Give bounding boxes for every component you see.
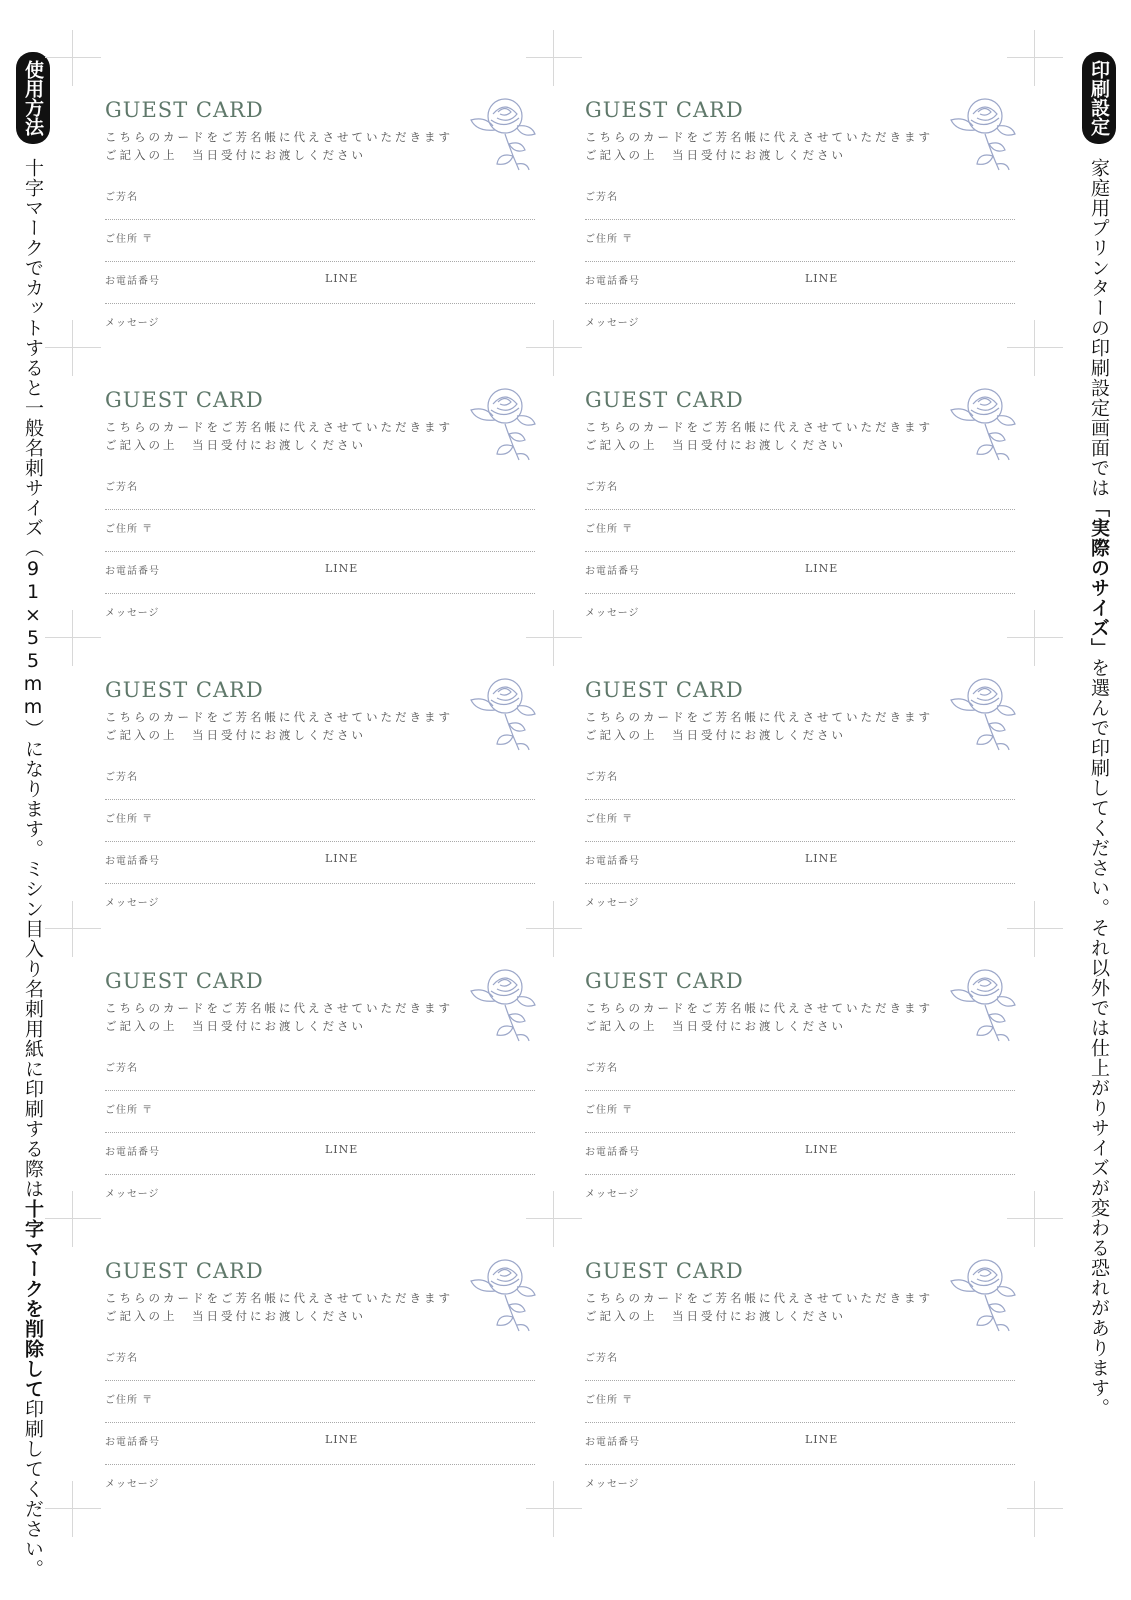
line-label: LINE: [325, 272, 359, 285]
usage-text: [22, 158, 44, 1579]
message-label: メッセージ: [585, 318, 640, 329]
usage-tag: 使用方法: [16, 52, 50, 144]
crop-mark: [1007, 30, 1063, 86]
line-label: LINE: [325, 1143, 359, 1156]
name-label: ご芳名: [105, 192, 138, 203]
address-field: [585, 1389, 1015, 1423]
phone-field: [105, 1431, 535, 1465]
phone-field: [105, 850, 535, 884]
address-label: ご住所 〒: [585, 1105, 634, 1116]
address-label: ご住所 〒: [585, 234, 634, 245]
address-label: ご住所 〒: [585, 814, 634, 825]
rose-icon: [465, 961, 537, 1045]
address-label: ご住所 〒: [105, 1395, 154, 1406]
address-label: ご住所 〒: [105, 234, 154, 245]
name-label: ご芳名: [585, 772, 618, 783]
guest-card: [75, 638, 515, 909]
phone-label: お電話番号: [585, 1147, 640, 1158]
card-subtitle: こちらのカードをご芳名帳に代えさせていただきます ご記入の上 当日受付にお渡しください: [105, 710, 453, 742]
card-subtitle: こちらのカードをご芳名帳に代えさせていただきます ご記入の上 当日受付にお渡しください: [585, 710, 933, 742]
phone-label: お電話番号: [105, 276, 160, 287]
name-label: ご芳名: [105, 772, 138, 783]
guest-card: [75, 929, 515, 1200]
card-title: GUEST CARD: [105, 1259, 264, 1283]
address-label: ご住所 〒: [585, 524, 634, 535]
line-label: LINE: [805, 1433, 839, 1446]
name-label: ご芳名: [105, 482, 138, 493]
phone-label: お電話番号: [105, 856, 160, 867]
message-field: [585, 892, 1015, 926]
rose-icon: [945, 1251, 1017, 1335]
name-field: [585, 1057, 1015, 1091]
name-label: ご芳名: [105, 1353, 138, 1364]
card-title: GUEST CARD: [105, 969, 264, 993]
address-field: [585, 1099, 1015, 1133]
message-label: メッセージ: [585, 1189, 640, 1200]
message-label: メッセージ: [105, 1189, 160, 1200]
guest-card: [75, 1219, 515, 1490]
name-label: ご芳名: [585, 1353, 618, 1364]
phone-field: [105, 1141, 535, 1175]
print-settings-text-2: を選んで印刷してください。それ以外では仕上がりサイズが変わる恐れがあります。: [1088, 658, 1110, 1418]
card-subtitle: こちらのカードをご芳名帳に代えさせていただきます ご記入の上 当日受付にお渡しください: [585, 130, 933, 162]
message-label: メッセージ: [585, 898, 640, 909]
address-field: [585, 518, 1015, 552]
crop-mark: [1007, 1191, 1063, 1247]
phone-field: [105, 270, 535, 304]
line-label: LINE: [805, 852, 839, 865]
message-field: [585, 1473, 1015, 1507]
rose-icon: [945, 670, 1017, 754]
message-label: メッセージ: [585, 608, 640, 619]
address-label: ご住所 〒: [105, 814, 154, 825]
card-title: GUEST CARD: [585, 98, 744, 122]
rose-icon: [465, 1251, 537, 1335]
address-field: [585, 808, 1015, 842]
rose-icon: [465, 670, 537, 754]
card-subtitle: こちらのカードをご芳名帳に代えさせていただきます ご記入の上 当日受付にお渡しください: [105, 420, 453, 452]
crop-mark: [1007, 320, 1063, 376]
phone-label: お電話番号: [105, 1147, 160, 1158]
name-label: ご芳名: [105, 1063, 138, 1074]
rose-icon: [945, 90, 1017, 174]
card-title: GUEST CARD: [105, 98, 264, 122]
phone-field: [585, 270, 1015, 304]
line-label: LINE: [805, 1143, 839, 1156]
message-field: [105, 892, 535, 926]
rose-icon: [945, 380, 1017, 464]
phone-field: [585, 1431, 1015, 1465]
print-settings-instructions: [1082, 52, 1116, 1418]
phone-label: お電話番号: [585, 276, 640, 287]
address-field: [105, 1389, 535, 1423]
message-field: [585, 602, 1015, 636]
message-field: [105, 602, 535, 636]
phone-label: お電話番号: [105, 566, 160, 577]
usage-text-2: 印刷してください。: [22, 1399, 44, 1579]
name-label: ご芳名: [585, 1063, 618, 1074]
guest-card: [75, 348, 515, 619]
guest-card: [75, 58, 515, 329]
phone-field: [585, 1141, 1015, 1175]
usage-text-1: 十字マークでカットすると一般名刺サイズ（91×55mm）になります。ミシン目入り名刺用紙に印刷する際は: [22, 158, 44, 1199]
phone-label: お電話番号: [585, 566, 640, 577]
phone-field: [585, 850, 1015, 884]
name-field: [105, 476, 535, 510]
rose-icon: [465, 90, 537, 174]
phone-label: お電話番号: [585, 1437, 640, 1448]
message-field: [585, 312, 1015, 346]
address-label: ご住所 〒: [105, 1105, 154, 1116]
card-subtitle: こちらのカードをご芳名帳に代えさせていただきます ご記入の上 当日受付にお渡しください: [105, 130, 453, 162]
address-field: [585, 228, 1015, 262]
line-label: LINE: [805, 272, 839, 285]
line-label: LINE: [325, 562, 359, 575]
address-field: [105, 518, 535, 552]
message-label: メッセージ: [105, 608, 160, 619]
crop-mark: [1007, 610, 1063, 666]
card-subtitle: こちらのカードをご芳名帳に代えさせていただきます ご記入の上 当日受付にお渡しください: [585, 420, 933, 452]
message-field: [585, 1183, 1015, 1217]
message-field: [105, 1473, 535, 1507]
print-settings-tag: 印刷設定: [1082, 52, 1116, 144]
name-field: [105, 766, 535, 800]
address-field: [105, 808, 535, 842]
usage-text-bold: 十字マークを削除して: [22, 1199, 44, 1399]
name-field: [585, 766, 1015, 800]
print-settings-text-1: 家庭用プリンターの印刷設定画面では: [1088, 158, 1110, 498]
message-label: メッセージ: [585, 1479, 640, 1490]
crop-mark: [1007, 1481, 1063, 1537]
line-label: LINE: [325, 1433, 359, 1446]
guest-card: [555, 58, 995, 329]
name-label: ご芳名: [585, 192, 618, 203]
guest-card: [555, 348, 995, 619]
name-field: [105, 1057, 535, 1091]
crop-mark: [45, 1481, 101, 1537]
print-settings-text: [1088, 158, 1110, 1418]
name-field: [105, 1347, 535, 1381]
card-title: GUEST CARD: [105, 388, 264, 412]
address-field: [105, 1099, 535, 1133]
phone-label: お電話番号: [585, 856, 640, 867]
card-subtitle: こちらのカードをご芳名帳に代えさせていただきます ご記入の上 当日受付にお渡しください: [585, 1291, 933, 1323]
card-title: GUEST CARD: [585, 969, 744, 993]
guest-card: [555, 638, 995, 909]
message-label: メッセージ: [105, 1479, 160, 1490]
guest-card: [555, 1219, 995, 1490]
phone-field: [105, 560, 535, 594]
card-subtitle: こちらのカードをご芳名帳に代えさせていただきます ご記入の上 当日受付にお渡しください: [105, 1001, 453, 1033]
card-subtitle: こちらのカードをご芳名帳に代えさせていただきます ご記入の上 当日受付にお渡しください: [585, 1001, 933, 1033]
rose-icon: [465, 380, 537, 464]
rose-icon: [945, 961, 1017, 1045]
card-subtitle: こちらのカードをご芳名帳に代えさせていただきます ご記入の上 当日受付にお渡しください: [105, 1291, 453, 1323]
message-label: メッセージ: [105, 898, 160, 909]
name-label: ご芳名: [585, 482, 618, 493]
address-label: ご住所 〒: [105, 524, 154, 535]
message-field: [105, 1183, 535, 1217]
name-field: [105, 186, 535, 220]
line-label: LINE: [805, 562, 839, 575]
print-settings-text-bold: 「実際のサイズ」: [1088, 498, 1110, 658]
phone-field: [585, 560, 1015, 594]
usage-instructions: [16, 52, 50, 1579]
card-title: GUEST CARD: [585, 678, 744, 702]
card-title: GUEST CARD: [105, 678, 264, 702]
message-label: メッセージ: [105, 318, 160, 329]
address-label: ご住所 〒: [585, 1395, 634, 1406]
message-field: [105, 312, 535, 346]
card-title: GUEST CARD: [585, 1259, 744, 1283]
name-field: [585, 1347, 1015, 1381]
line-label: LINE: [325, 852, 359, 865]
name-field: [585, 476, 1015, 510]
crop-mark: [1007, 901, 1063, 957]
card-title: GUEST CARD: [585, 388, 744, 412]
phone-label: お電話番号: [105, 1437, 160, 1448]
address-field: [105, 228, 535, 262]
guest-card: [555, 929, 995, 1200]
name-field: [585, 186, 1015, 220]
